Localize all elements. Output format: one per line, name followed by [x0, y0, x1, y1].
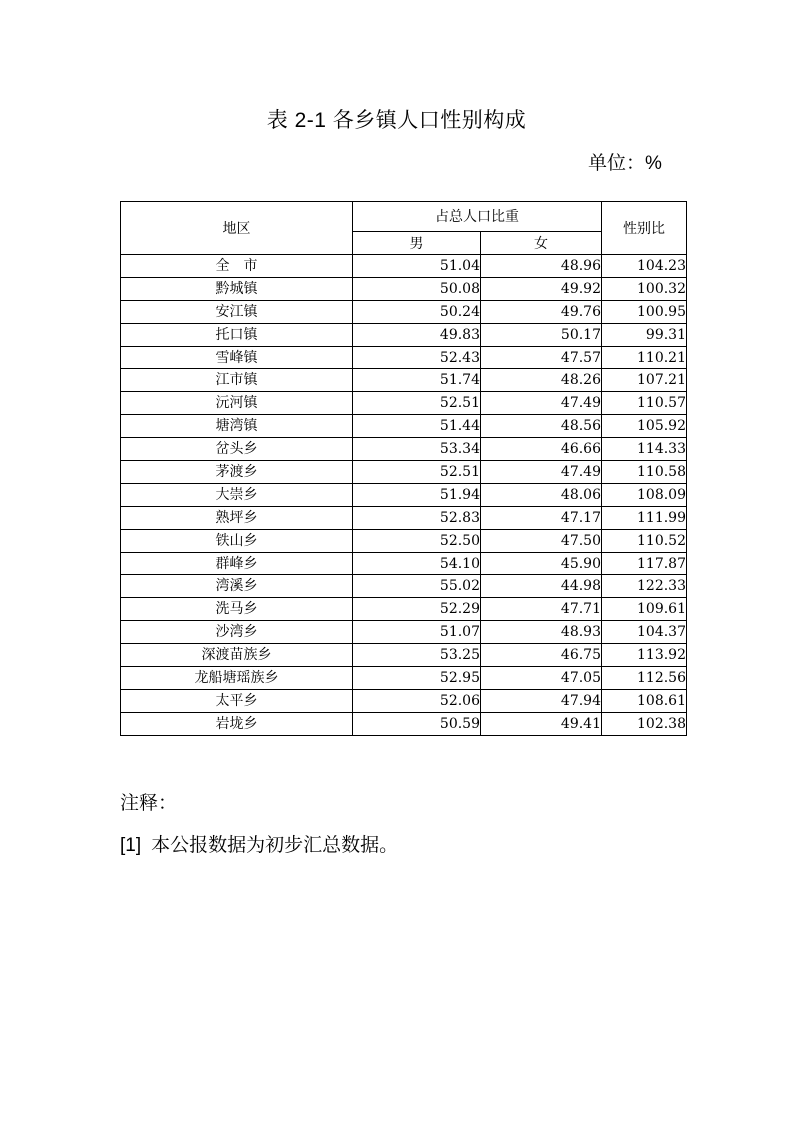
cell-sex-ratio: 110.57: [602, 392, 687, 415]
cell-female: 49.41: [481, 712, 602, 735]
cell-female: 46.66: [481, 438, 602, 461]
cell-male: 51.94: [353, 483, 481, 506]
table-row: [121, 712, 687, 735]
cell-region: 黔城镇: [121, 277, 353, 300]
table-row: [121, 506, 687, 529]
cell-region: 全 市: [121, 255, 353, 278]
cell-male: 49.83: [353, 323, 481, 346]
cell-region: 深渡苗族乡: [121, 644, 353, 667]
table-row: [121, 461, 687, 484]
notes-heading: 注释：: [120, 793, 178, 814]
cell-region: 太平乡: [121, 689, 353, 712]
header-sex-ratio: 性别比: [602, 202, 687, 255]
cell-female: 48.93: [481, 621, 602, 644]
cell-male: 51.74: [353, 369, 481, 392]
cell-region: 大崇乡: [121, 483, 353, 506]
cell-sex-ratio: 102.38: [602, 712, 687, 735]
note-item: [120, 830, 398, 857]
table-row: [121, 689, 687, 712]
cell-sex-ratio: 99.31: [602, 323, 687, 346]
cell-sex-ratio: 104.23: [602, 255, 687, 278]
cell-region: 洗马乡: [121, 598, 353, 621]
cell-sex-ratio: 113.92: [602, 644, 687, 667]
table-row: [121, 300, 687, 323]
cell-female: 49.92: [481, 277, 602, 300]
cell-female: 47.57: [481, 346, 602, 369]
cell-sex-ratio: 104.37: [602, 621, 687, 644]
cell-male: 51.07: [353, 621, 481, 644]
cell-sex-ratio: 105.92: [602, 415, 687, 438]
cell-male: 52.43: [353, 346, 481, 369]
cell-male: 52.51: [353, 461, 481, 484]
table-row: [121, 415, 687, 438]
cell-region: 铁山乡: [121, 529, 353, 552]
table-row: [121, 346, 687, 369]
table-body: [121, 255, 687, 736]
table-row: [121, 667, 687, 690]
cell-female: 46.75: [481, 644, 602, 667]
cell-sex-ratio: 109.61: [602, 598, 687, 621]
table-row: [121, 552, 687, 575]
page-title: 表 2-1 各乡镇人口性别构成: [266, 109, 527, 132]
cell-male: 53.34: [353, 438, 481, 461]
table-row: [121, 529, 687, 552]
cell-region: 托口镇: [121, 323, 353, 346]
cell-male: 50.24: [353, 300, 481, 323]
cell-sex-ratio: 107.21: [602, 369, 687, 392]
cell-female: 48.96: [481, 255, 602, 278]
cell-region: 龙船塘瑶族乡: [121, 667, 353, 690]
cell-female: 48.26: [481, 369, 602, 392]
table-row: [121, 575, 687, 598]
cell-female: 50.17: [481, 323, 602, 346]
cell-male: 52.51: [353, 392, 481, 415]
cell-region: 湾溪乡: [121, 575, 353, 598]
cell-region: 群峰乡: [121, 552, 353, 575]
cell-region: 安江镇: [121, 300, 353, 323]
cell-sex-ratio: 110.58: [602, 461, 687, 484]
cell-female: 48.06: [481, 483, 602, 506]
table-row: [121, 255, 687, 278]
cell-male: 52.06: [353, 689, 481, 712]
cell-sex-ratio: 108.61: [602, 689, 687, 712]
cell-region: 岔头乡: [121, 438, 353, 461]
unit-label: 单位：%: [588, 153, 662, 174]
note-index: [1]: [120, 835, 142, 856]
cell-female: 49.76: [481, 300, 602, 323]
cell-male: 51.04: [353, 255, 481, 278]
cell-female: 47.17: [481, 506, 602, 529]
table-row: [121, 598, 687, 621]
cell-female: 47.49: [481, 461, 602, 484]
cell-region: 江市镇: [121, 369, 353, 392]
cell-male: 52.29: [353, 598, 481, 621]
cell-sex-ratio: 111.99: [602, 506, 687, 529]
cell-male: 51.44: [353, 415, 481, 438]
table-row: [121, 369, 687, 392]
cell-region: 岩垅乡: [121, 712, 353, 735]
cell-female: 47.71: [481, 598, 602, 621]
cell-female: 44.98: [481, 575, 602, 598]
cell-sex-ratio: 100.95: [602, 300, 687, 323]
cell-male: 52.50: [353, 529, 481, 552]
cell-male: 50.08: [353, 277, 481, 300]
cell-male: 55.02: [353, 575, 481, 598]
cell-region: 雪峰镇: [121, 346, 353, 369]
note-text: 本公报数据为初步汇总数据。: [151, 835, 399, 856]
cell-sex-ratio: 110.21: [602, 346, 687, 369]
cell-region: 熟坪乡: [121, 506, 353, 529]
cell-region: 沅河镇: [121, 392, 353, 415]
cell-female: 47.94: [481, 689, 602, 712]
cell-sex-ratio: 100.32: [602, 277, 687, 300]
table-row: [121, 438, 687, 461]
cell-sex-ratio: 114.33: [602, 438, 687, 461]
cell-male: 52.95: [353, 667, 481, 690]
cell-female: 45.90: [481, 552, 602, 575]
cell-female: 47.50: [481, 529, 602, 552]
table-row: [121, 483, 687, 506]
cell-region: 茅渡乡: [121, 461, 353, 484]
table-row: [121, 644, 687, 667]
header-female: 女: [481, 231, 602, 254]
header-share: 占总人口比重: [353, 202, 602, 232]
cell-sex-ratio: 112.56: [602, 667, 687, 690]
cell-female: 48.56: [481, 415, 602, 438]
cell-sex-ratio: 110.52: [602, 529, 687, 552]
cell-region: 沙湾乡: [121, 621, 353, 644]
cell-male: 50.59: [353, 712, 481, 735]
cell-sex-ratio: 122.33: [602, 575, 687, 598]
table-row: [121, 323, 687, 346]
cell-male: 53.25: [353, 644, 481, 667]
table-row: [121, 621, 687, 644]
cell-female: 47.49: [481, 392, 602, 415]
cell-female: 47.05: [481, 667, 602, 690]
header-region: 地区: [121, 202, 353, 255]
table-row: [121, 392, 687, 415]
sex-composition-table: [120, 201, 687, 736]
cell-male: 54.10: [353, 552, 481, 575]
table-row: [121, 277, 687, 300]
cell-sex-ratio: 117.87: [602, 552, 687, 575]
cell-male: 52.83: [353, 506, 481, 529]
cell-region: 塘湾镇: [121, 415, 353, 438]
cell-sex-ratio: 108.09: [602, 483, 687, 506]
header-male: 男: [353, 231, 481, 254]
